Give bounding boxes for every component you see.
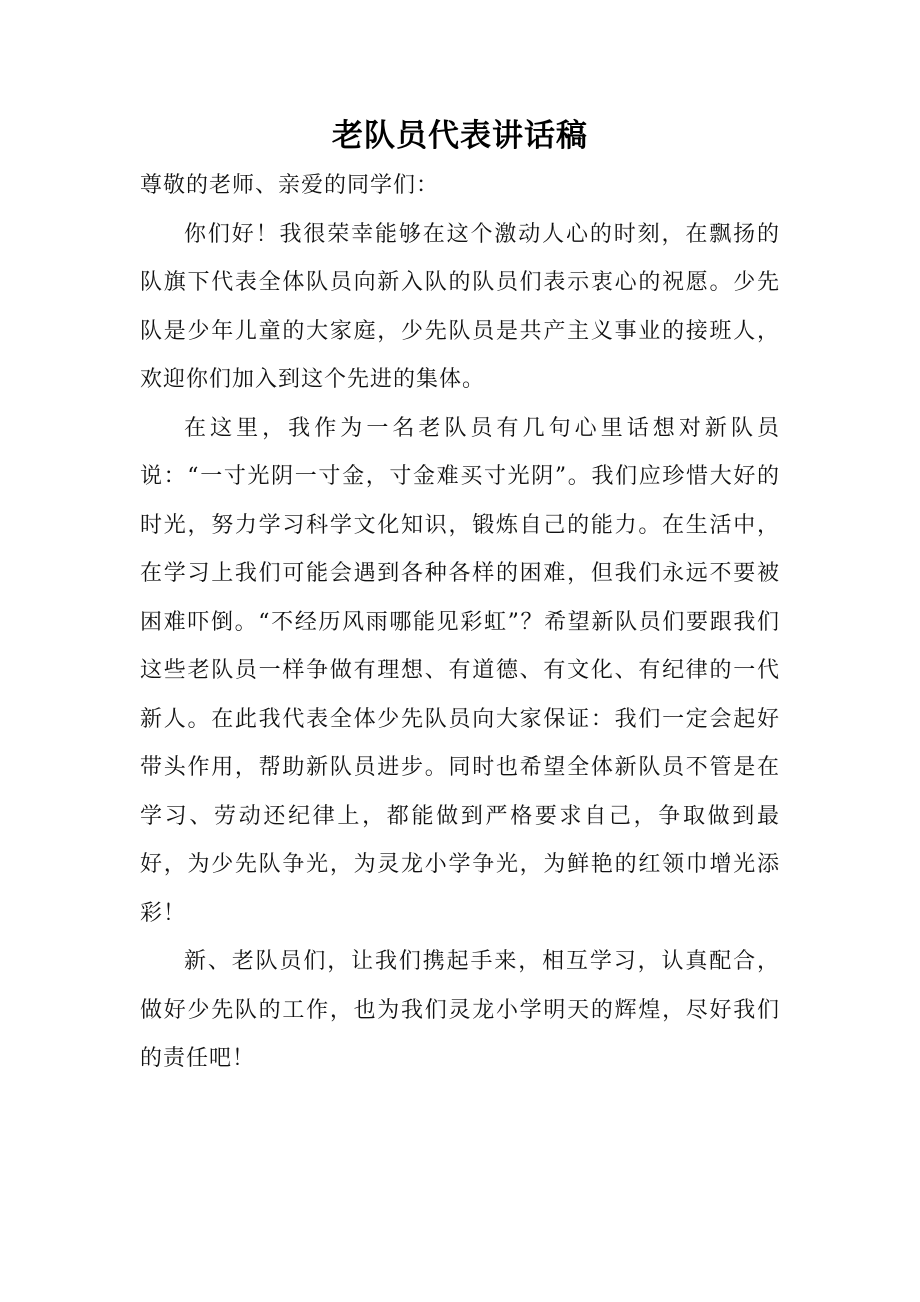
paragraph-closing: 新、老队员们，让我们携起手来，相互学习，认真配合，做好少先队的工作，也为我们灵龙小学明天的辉煌，尽好我们的责任吧！ (140, 949, 780, 1071)
paragraph-greeting: 你们好！我很荣幸能够在这个激动人心的时刻，在飘扬的队旗下代表全体队员向新入队的队员们表示衷心的祝愿。少先队是少年儿童的大家庭，少先队员是共产主义事业的接班人，欢迎你们加入到这个先进的集体。 (140, 221, 780, 392)
paragraph-message: 在这里，我作为一名老队员有几句心里话想对新队员说：“一寸光阴一寸金，寸金难买寸光阴”。我们应珍惜大好的时光，努力学习科学文化知识，锻炼自己的能力。在生活中，在学习上我们可能会遇到各种各样的困难，但我们永远不要被困难吓倒。“不经历风雨哪能见彩虹”？希望新队员们要跟我们这些老队员一样争做有理想、有道德、有文化、有纪律的一代新人。在此我代表全体少先队员向大家保证：我们一定会起好带头作用，帮助新队员进步。同时也希望全体新队员不管是在学习、劳动还纪律上，都能做到严格要求自己，争取做到最好，为少先队争光，为灵龙小学争光，为鲜艳的红领巾增光添彩！ (140, 415, 780, 926)
document-body (140, 110, 780, 1084)
salutation: 尊敬的老师、亲爱的同学们： (140, 173, 440, 198)
document-title: 老队员代表讲话稿 (332, 118, 588, 154)
